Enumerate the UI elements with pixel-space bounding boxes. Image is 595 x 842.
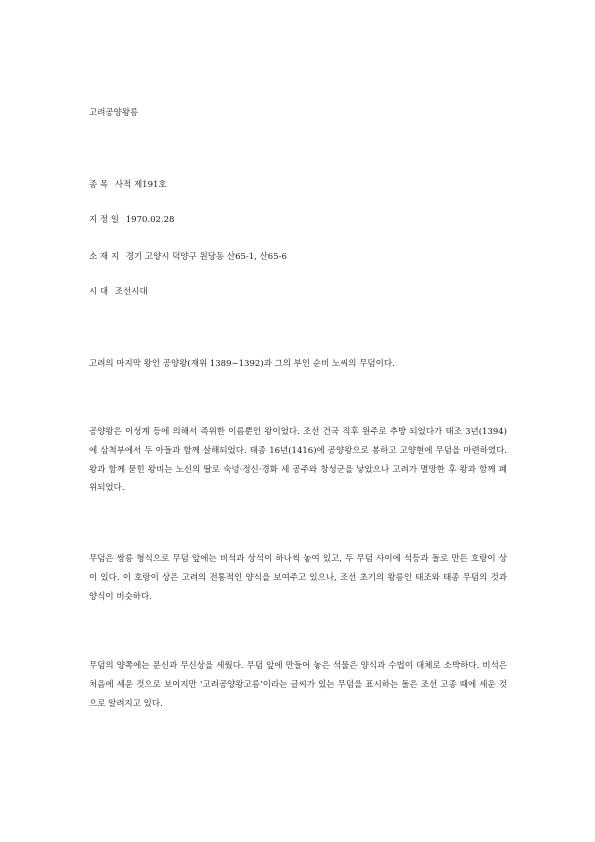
paragraph-tomb-layout: 무덤은 쌍릉 형식으로 무덤 앞에는 비석과 상석이 하나씩 놓여 있고, 두 무덤 사이에 석등과 돌로 만든 호랑이 상이 있다. 이 호랑이 상은 고려의 전통적인 양식을 보여주고 있으나, 조선 초기의 왕릉인 태조와 태종 무덤의 것과 양식이 비슷하다. [89,554,507,602]
info-row-type [89,180,167,191]
paragraph-intro: 고려의 마지막 왕인 공양왕(재위 1389∼1392)과 그의 부인 순비 노씨의 무덤이다. [89,359,395,369]
info-row-date [89,215,174,226]
info-row-period [89,287,148,298]
document-title: 고려공양왕릉 [89,108,139,118]
info-value: 조선시대 [114,287,148,297]
paragraph-stone-figures: 무덤의 양쪽에는 문신과 무신상을 세웠다. 무덤 앞에 만들어 놓은 석물은 양식과 수법이 대체로 소박하다. 비석은 처음에 세운 것으로 보이지만 ‘고려공양왕고릉’이라는 글씨가 있는 무덤을 표시하는 돌은 조선 고종 때에 세운 것으로 알려지고 있다. [89,661,507,709]
info-label: 시 대 [89,287,109,297]
info-label: 소 재 지 [89,252,120,262]
paragraph-history: 공양왕은 이성계 등에 의해서 즉위한 이름뿐인 왕이었다. 조선 건국 직후 원주로 추방 되었다가 태조 3년(1394)에 삼척부에서 두 아들과 함께 살해되었다. 태종 16년(1416)에 공양왕으로 봉하고 고양현에 무덤을 마련하였다. 왕과 함께 묻힌 왕비는 노신의 딸로 숙녕·정신·경화 세 공주와 창성군을 낳았으나 고려가 멸망한 후 왕과 함께 폐위되었다. [89,427,507,494]
info-label: 지 정 일 [89,215,120,225]
info-value: 경기 고양시 덕양구 원당동 산65-1, 산65-6 [125,252,287,262]
info-value: 사적 제191호 [114,180,167,190]
info-label: 종 목 [89,180,109,190]
info-row-location [89,252,287,263]
info-value: 1970.02.28 [125,215,175,225]
